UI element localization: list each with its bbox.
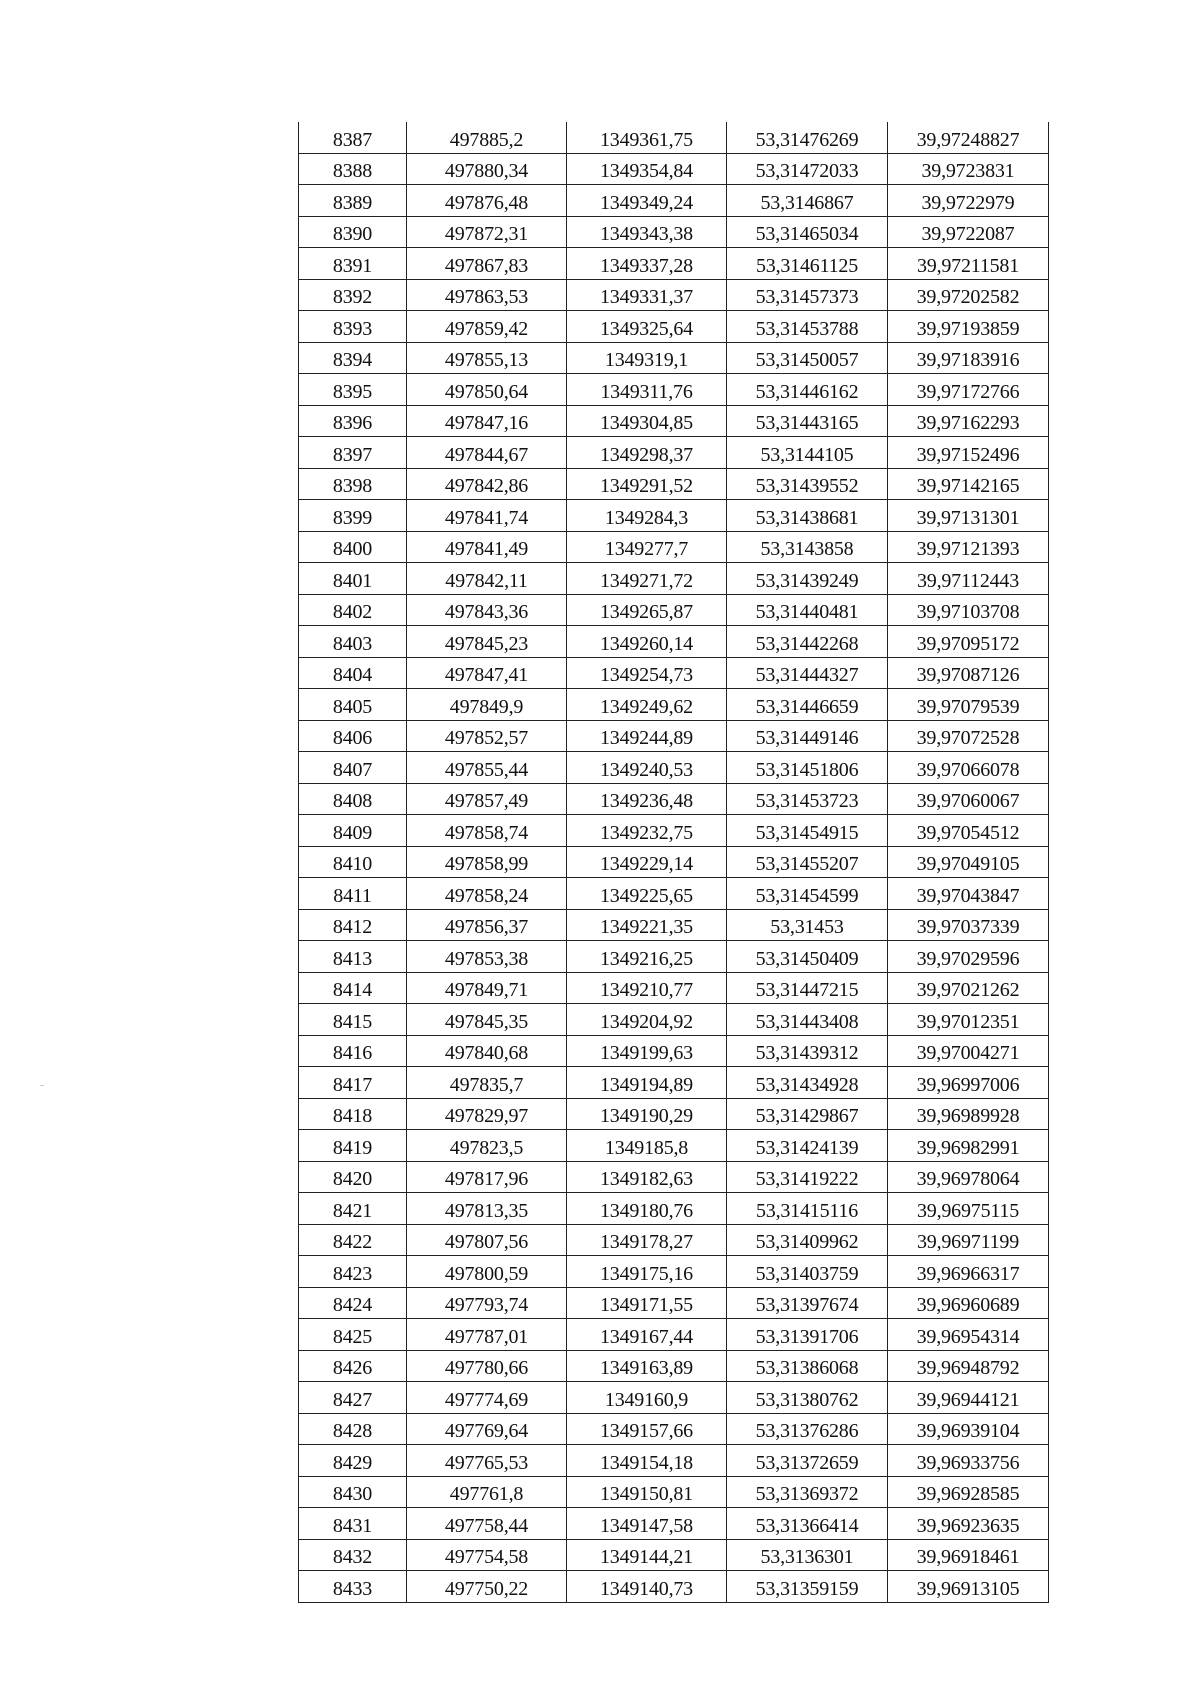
cell-y: 1349291,52 — [567, 468, 727, 500]
cell-longitude: 39,97021262 — [888, 972, 1049, 1004]
cell-latitude: 53,31439552 — [727, 468, 888, 500]
cell-y: 1349277,7 — [567, 531, 727, 563]
cell-x: 497872,31 — [407, 216, 567, 248]
table-row — [299, 1161, 1049, 1193]
cell-longitude: 39,96928585 — [888, 1476, 1049, 1508]
cell-latitude: 53,31372659 — [727, 1445, 888, 1477]
cell-latitude: 53,31386068 — [727, 1350, 888, 1382]
cell-point: 8391 — [299, 248, 407, 280]
cell-longitude: 39,96997006 — [888, 1067, 1049, 1099]
table-row — [299, 594, 1049, 626]
cell-y: 1349160,9 — [567, 1382, 727, 1414]
cell-latitude: 53,31453723 — [727, 783, 888, 815]
cell-x: 497843,36 — [407, 594, 567, 626]
table-row — [299, 216, 1049, 248]
cell-x: 497841,49 — [407, 531, 567, 563]
cell-x: 497853,38 — [407, 941, 567, 973]
cell-longitude: 39,97049105 — [888, 846, 1049, 878]
cell-point: 8415 — [299, 1004, 407, 1036]
table-row — [299, 878, 1049, 910]
scan-mark — [40, 1085, 44, 1086]
cell-point: 8395 — [299, 374, 407, 406]
cell-point: 8388 — [299, 153, 407, 185]
table-row — [299, 1098, 1049, 1130]
table-row — [299, 1287, 1049, 1319]
cell-x: 497845,23 — [407, 626, 567, 658]
cell-latitude: 53,31443408 — [727, 1004, 888, 1036]
table-row — [299, 689, 1049, 721]
cell-longitude: 39,97029596 — [888, 941, 1049, 973]
cell-x: 497867,83 — [407, 248, 567, 280]
table-row — [299, 1350, 1049, 1382]
cell-point: 8416 — [299, 1035, 407, 1067]
cell-x: 497858,99 — [407, 846, 567, 878]
table-row — [299, 1382, 1049, 1414]
cell-y: 1349349,24 — [567, 185, 727, 217]
cell-point: 8427 — [299, 1382, 407, 1414]
cell-latitude: 53,31439312 — [727, 1035, 888, 1067]
table-row — [299, 1130, 1049, 1162]
cell-y: 1349178,27 — [567, 1224, 727, 1256]
cell-longitude: 39,97183916 — [888, 342, 1049, 374]
cell-y: 1349157,66 — [567, 1413, 727, 1445]
table-row — [299, 1004, 1049, 1036]
cell-y: 1349325,64 — [567, 311, 727, 343]
table-row — [299, 846, 1049, 878]
cell-x: 497863,53 — [407, 279, 567, 311]
cell-x: 497858,24 — [407, 878, 567, 910]
cell-point: 8397 — [299, 437, 407, 469]
table-row — [299, 1413, 1049, 1445]
cell-point: 8399 — [299, 500, 407, 532]
cell-point: 8412 — [299, 909, 407, 941]
cell-x: 497842,86 — [407, 468, 567, 500]
cell-x: 497841,74 — [407, 500, 567, 532]
cell-point: 8393 — [299, 311, 407, 343]
cell-point: 8423 — [299, 1256, 407, 1288]
cell-x: 497859,42 — [407, 311, 567, 343]
cell-x: 497787,01 — [407, 1319, 567, 1351]
cell-point: 8422 — [299, 1224, 407, 1256]
cell-point: 8387 — [299, 122, 407, 153]
cell-longitude: 39,9722087 — [888, 216, 1049, 248]
table-row — [299, 1035, 1049, 1067]
cell-y: 1349185,8 — [567, 1130, 727, 1162]
cell-y: 1349311,76 — [567, 374, 727, 406]
cell-longitude: 39,97095172 — [888, 626, 1049, 658]
cell-x: 497847,16 — [407, 405, 567, 437]
cell-latitude: 53,31380762 — [727, 1382, 888, 1414]
table-row — [299, 1319, 1049, 1351]
table-row — [299, 815, 1049, 847]
cell-x: 497842,11 — [407, 563, 567, 595]
cell-x: 497855,44 — [407, 752, 567, 784]
cell-latitude: 53,3144105 — [727, 437, 888, 469]
cell-longitude: 39,97066078 — [888, 752, 1049, 784]
cell-point: 8402 — [299, 594, 407, 626]
cell-latitude: 53,31397674 — [727, 1287, 888, 1319]
cell-point: 8407 — [299, 752, 407, 784]
cell-y: 1349260,14 — [567, 626, 727, 658]
table-row — [299, 657, 1049, 689]
cell-y: 1349180,76 — [567, 1193, 727, 1225]
cell-y: 1349298,37 — [567, 437, 727, 469]
cell-latitude: 53,31359159 — [727, 1571, 888, 1603]
cell-x: 497793,74 — [407, 1287, 567, 1319]
cell-longitude: 39,96913105 — [888, 1571, 1049, 1603]
cell-x: 497840,68 — [407, 1035, 567, 1067]
table-row — [299, 941, 1049, 973]
cell-longitude: 39,96978064 — [888, 1161, 1049, 1193]
cell-latitude: 53,31457373 — [727, 279, 888, 311]
cell-point: 8418 — [299, 1098, 407, 1130]
cell-y: 1349194,89 — [567, 1067, 727, 1099]
cell-point: 8426 — [299, 1350, 407, 1382]
cell-point: 8421 — [299, 1193, 407, 1225]
cell-y: 1349171,55 — [567, 1287, 727, 1319]
cell-x: 497858,74 — [407, 815, 567, 847]
table-row — [299, 279, 1049, 311]
cell-latitude: 53,31450057 — [727, 342, 888, 374]
cell-x: 497844,67 — [407, 437, 567, 469]
cell-latitude: 53,31438681 — [727, 500, 888, 532]
cell-x: 497857,49 — [407, 783, 567, 815]
table-row — [299, 909, 1049, 941]
cell-point: 8392 — [299, 279, 407, 311]
cell-latitude: 53,31465034 — [727, 216, 888, 248]
cell-y: 1349337,28 — [567, 248, 727, 280]
cell-point: 8396 — [299, 405, 407, 437]
table-row — [299, 626, 1049, 658]
cell-longitude: 39,96966317 — [888, 1256, 1049, 1288]
cell-latitude: 53,31447215 — [727, 972, 888, 1004]
cell-latitude: 53,31429867 — [727, 1098, 888, 1130]
cell-latitude: 53,31449146 — [727, 720, 888, 752]
cell-y: 1349304,85 — [567, 405, 727, 437]
cell-x: 497813,35 — [407, 1193, 567, 1225]
table-row — [299, 468, 1049, 500]
cell-longitude: 39,97079539 — [888, 689, 1049, 721]
cell-y: 1349147,58 — [567, 1508, 727, 1540]
cell-x: 497855,13 — [407, 342, 567, 374]
cell-x: 497758,44 — [407, 1508, 567, 1540]
cell-longitude: 39,97012351 — [888, 1004, 1049, 1036]
cell-latitude: 53,3146867 — [727, 185, 888, 217]
cell-latitude: 53,31440481 — [727, 594, 888, 626]
cell-longitude: 39,97004271 — [888, 1035, 1049, 1067]
cell-point: 8433 — [299, 1571, 407, 1603]
cell-y: 1349182,63 — [567, 1161, 727, 1193]
cell-latitude: 53,31434928 — [727, 1067, 888, 1099]
cell-point: 8410 — [299, 846, 407, 878]
cell-latitude: 53,31461125 — [727, 248, 888, 280]
cell-longitude: 39,97172766 — [888, 374, 1049, 406]
cell-x: 497856,37 — [407, 909, 567, 941]
cell-longitude: 39,97037339 — [888, 909, 1049, 941]
cell-x: 497885,2 — [407, 122, 567, 153]
cell-x: 497835,7 — [407, 1067, 567, 1099]
cell-longitude: 39,96960689 — [888, 1287, 1049, 1319]
coordinates-table — [298, 122, 1049, 1603]
cell-x: 497800,59 — [407, 1256, 567, 1288]
cell-y: 1349163,89 — [567, 1350, 727, 1382]
cell-longitude: 39,97142165 — [888, 468, 1049, 500]
cell-longitude: 39,9723831 — [888, 153, 1049, 185]
cell-y: 1349190,29 — [567, 1098, 727, 1130]
cell-point: 8429 — [299, 1445, 407, 1477]
table-row — [299, 500, 1049, 532]
table-row — [299, 531, 1049, 563]
cell-latitude: 53,31450409 — [727, 941, 888, 973]
table-row — [299, 122, 1049, 153]
cell-latitude: 53,31442268 — [727, 626, 888, 658]
cell-y: 1349221,35 — [567, 909, 727, 941]
cell-latitude: 53,31415116 — [727, 1193, 888, 1225]
cell-point: 8420 — [299, 1161, 407, 1193]
cell-y: 1349154,18 — [567, 1445, 727, 1477]
cell-x: 497876,48 — [407, 185, 567, 217]
cell-longitude: 39,97087126 — [888, 657, 1049, 689]
cell-point: 8390 — [299, 216, 407, 248]
cell-latitude: 53,31419222 — [727, 1161, 888, 1193]
cell-longitude: 39,96918461 — [888, 1539, 1049, 1571]
cell-x: 497817,96 — [407, 1161, 567, 1193]
cell-point: 8417 — [299, 1067, 407, 1099]
cell-x: 497807,56 — [407, 1224, 567, 1256]
cell-y: 1349229,14 — [567, 846, 727, 878]
cell-point: 8424 — [299, 1287, 407, 1319]
cell-y: 1349265,87 — [567, 594, 727, 626]
coordinates-table-body — [299, 122, 1049, 1602]
cell-point: 8401 — [299, 563, 407, 595]
cell-x: 497769,64 — [407, 1413, 567, 1445]
cell-longitude: 39,97202582 — [888, 279, 1049, 311]
table-row — [299, 783, 1049, 815]
cell-longitude: 39,96982991 — [888, 1130, 1049, 1162]
cell-longitude: 39,97131301 — [888, 500, 1049, 532]
cell-x: 497774,69 — [407, 1382, 567, 1414]
table-row — [299, 1067, 1049, 1099]
cell-longitude: 39,97248827 — [888, 122, 1049, 153]
cell-point: 8414 — [299, 972, 407, 1004]
cell-point: 8404 — [299, 657, 407, 689]
cell-longitude: 39,96948792 — [888, 1350, 1049, 1382]
cell-point: 8406 — [299, 720, 407, 752]
cell-y: 1349319,1 — [567, 342, 727, 374]
cell-latitude: 53,31409962 — [727, 1224, 888, 1256]
cell-point: 8411 — [299, 878, 407, 910]
table-row — [299, 437, 1049, 469]
cell-x: 497754,58 — [407, 1539, 567, 1571]
cell-longitude: 39,97211581 — [888, 248, 1049, 280]
cell-latitude: 53,31376286 — [727, 1413, 888, 1445]
cell-y: 1349144,21 — [567, 1539, 727, 1571]
cell-longitude: 39,96971199 — [888, 1224, 1049, 1256]
cell-y: 1349254,73 — [567, 657, 727, 689]
table-row — [299, 248, 1049, 280]
cell-latitude: 53,31446659 — [727, 689, 888, 721]
cell-longitude: 39,96933756 — [888, 1445, 1049, 1477]
cell-point: 8394 — [299, 342, 407, 374]
cell-point: 8419 — [299, 1130, 407, 1162]
cell-longitude: 39,96939104 — [888, 1413, 1049, 1445]
table-row — [299, 720, 1049, 752]
cell-y: 1349331,37 — [567, 279, 727, 311]
cell-y: 1349210,77 — [567, 972, 727, 1004]
table-row — [299, 1193, 1049, 1225]
cell-latitude: 53,31472033 — [727, 153, 888, 185]
cell-y: 1349354,84 — [567, 153, 727, 185]
cell-y: 1349343,38 — [567, 216, 727, 248]
table-row — [299, 752, 1049, 784]
cell-point: 8400 — [299, 531, 407, 563]
table-row — [299, 374, 1049, 406]
table-row — [299, 185, 1049, 217]
cell-longitude: 39,97112443 — [888, 563, 1049, 595]
cell-x: 497852,57 — [407, 720, 567, 752]
cell-latitude: 53,3136301 — [727, 1539, 888, 1571]
cell-point: 8432 — [299, 1539, 407, 1571]
cell-longitude: 39,97162293 — [888, 405, 1049, 437]
cell-longitude: 39,96989928 — [888, 1098, 1049, 1130]
cell-x: 497847,41 — [407, 657, 567, 689]
cell-longitude: 39,9722979 — [888, 185, 1049, 217]
cell-y: 1349167,44 — [567, 1319, 727, 1351]
cell-latitude: 53,31403759 — [727, 1256, 888, 1288]
cell-latitude: 53,31369372 — [727, 1476, 888, 1508]
cell-y: 1349204,92 — [567, 1004, 727, 1036]
cell-latitude: 53,31439249 — [727, 563, 888, 595]
table-row — [299, 1539, 1049, 1571]
cell-latitude: 53,31453 — [727, 909, 888, 941]
cell-latitude: 53,31455207 — [727, 846, 888, 878]
cell-longitude: 39,96954314 — [888, 1319, 1049, 1351]
cell-x: 497761,8 — [407, 1476, 567, 1508]
cell-point: 8403 — [299, 626, 407, 658]
cell-y: 1349249,62 — [567, 689, 727, 721]
cell-latitude: 53,31443165 — [727, 405, 888, 437]
table-row — [299, 405, 1049, 437]
cell-point: 8398 — [299, 468, 407, 500]
cell-y: 1349199,63 — [567, 1035, 727, 1067]
cell-point: 8413 — [299, 941, 407, 973]
cell-longitude: 39,97043847 — [888, 878, 1049, 910]
cell-longitude: 39,96975115 — [888, 1193, 1049, 1225]
table-row — [299, 972, 1049, 1004]
cell-x: 497823,5 — [407, 1130, 567, 1162]
cell-x: 497880,34 — [407, 153, 567, 185]
cell-x: 497849,71 — [407, 972, 567, 1004]
cell-x: 497829,97 — [407, 1098, 567, 1130]
table-row — [299, 1571, 1049, 1603]
cell-longitude: 39,96923635 — [888, 1508, 1049, 1540]
cell-x: 497750,22 — [407, 1571, 567, 1603]
cell-point: 8430 — [299, 1476, 407, 1508]
cell-x: 497849,9 — [407, 689, 567, 721]
cell-y: 1349284,3 — [567, 500, 727, 532]
cell-latitude: 53,31453788 — [727, 311, 888, 343]
cell-longitude: 39,97121393 — [888, 531, 1049, 563]
cell-point: 8425 — [299, 1319, 407, 1351]
cell-point: 8431 — [299, 1508, 407, 1540]
cell-longitude: 39,97103708 — [888, 594, 1049, 626]
cell-point: 8405 — [299, 689, 407, 721]
table-row — [299, 1445, 1049, 1477]
cell-latitude: 53,31391706 — [727, 1319, 888, 1351]
cell-latitude: 53,31454599 — [727, 878, 888, 910]
cell-latitude: 53,31444327 — [727, 657, 888, 689]
cell-point: 8428 — [299, 1413, 407, 1445]
cell-x: 497765,53 — [407, 1445, 567, 1477]
cell-latitude: 53,31424139 — [727, 1130, 888, 1162]
cell-latitude: 53,31476269 — [727, 122, 888, 153]
table-row — [299, 342, 1049, 374]
table-row — [299, 311, 1049, 343]
cell-x: 497780,66 — [407, 1350, 567, 1382]
table-row — [299, 1508, 1049, 1540]
cell-longitude: 39,97054512 — [888, 815, 1049, 847]
cell-x: 497845,35 — [407, 1004, 567, 1036]
cell-y: 1349140,73 — [567, 1571, 727, 1603]
cell-latitude: 53,3143858 — [727, 531, 888, 563]
table-row — [299, 1224, 1049, 1256]
cell-longitude: 39,96944121 — [888, 1382, 1049, 1414]
cell-longitude: 39,97193859 — [888, 311, 1049, 343]
cell-point: 8409 — [299, 815, 407, 847]
cell-y: 1349271,72 — [567, 563, 727, 595]
cell-latitude: 53,31446162 — [727, 374, 888, 406]
cell-y: 1349236,48 — [567, 783, 727, 815]
table-row — [299, 153, 1049, 185]
table-row — [299, 563, 1049, 595]
cell-y: 1349225,65 — [567, 878, 727, 910]
cell-latitude: 53,31366414 — [727, 1508, 888, 1540]
cell-y: 1349175,16 — [567, 1256, 727, 1288]
cell-latitude: 53,31451806 — [727, 752, 888, 784]
cell-longitude: 39,97152496 — [888, 437, 1049, 469]
cell-y: 1349150,81 — [567, 1476, 727, 1508]
cell-y: 1349232,75 — [567, 815, 727, 847]
cell-y: 1349216,25 — [567, 941, 727, 973]
cell-point: 8389 — [299, 185, 407, 217]
cell-longitude: 39,97060067 — [888, 783, 1049, 815]
cell-x: 497850,64 — [407, 374, 567, 406]
table-row — [299, 1476, 1049, 1508]
cell-point: 8408 — [299, 783, 407, 815]
cell-latitude: 53,31454915 — [727, 815, 888, 847]
cell-y: 1349240,53 — [567, 752, 727, 784]
cell-longitude: 39,97072528 — [888, 720, 1049, 752]
cell-y: 1349244,89 — [567, 720, 727, 752]
cell-y: 1349361,75 — [567, 122, 727, 153]
table-row — [299, 1256, 1049, 1288]
